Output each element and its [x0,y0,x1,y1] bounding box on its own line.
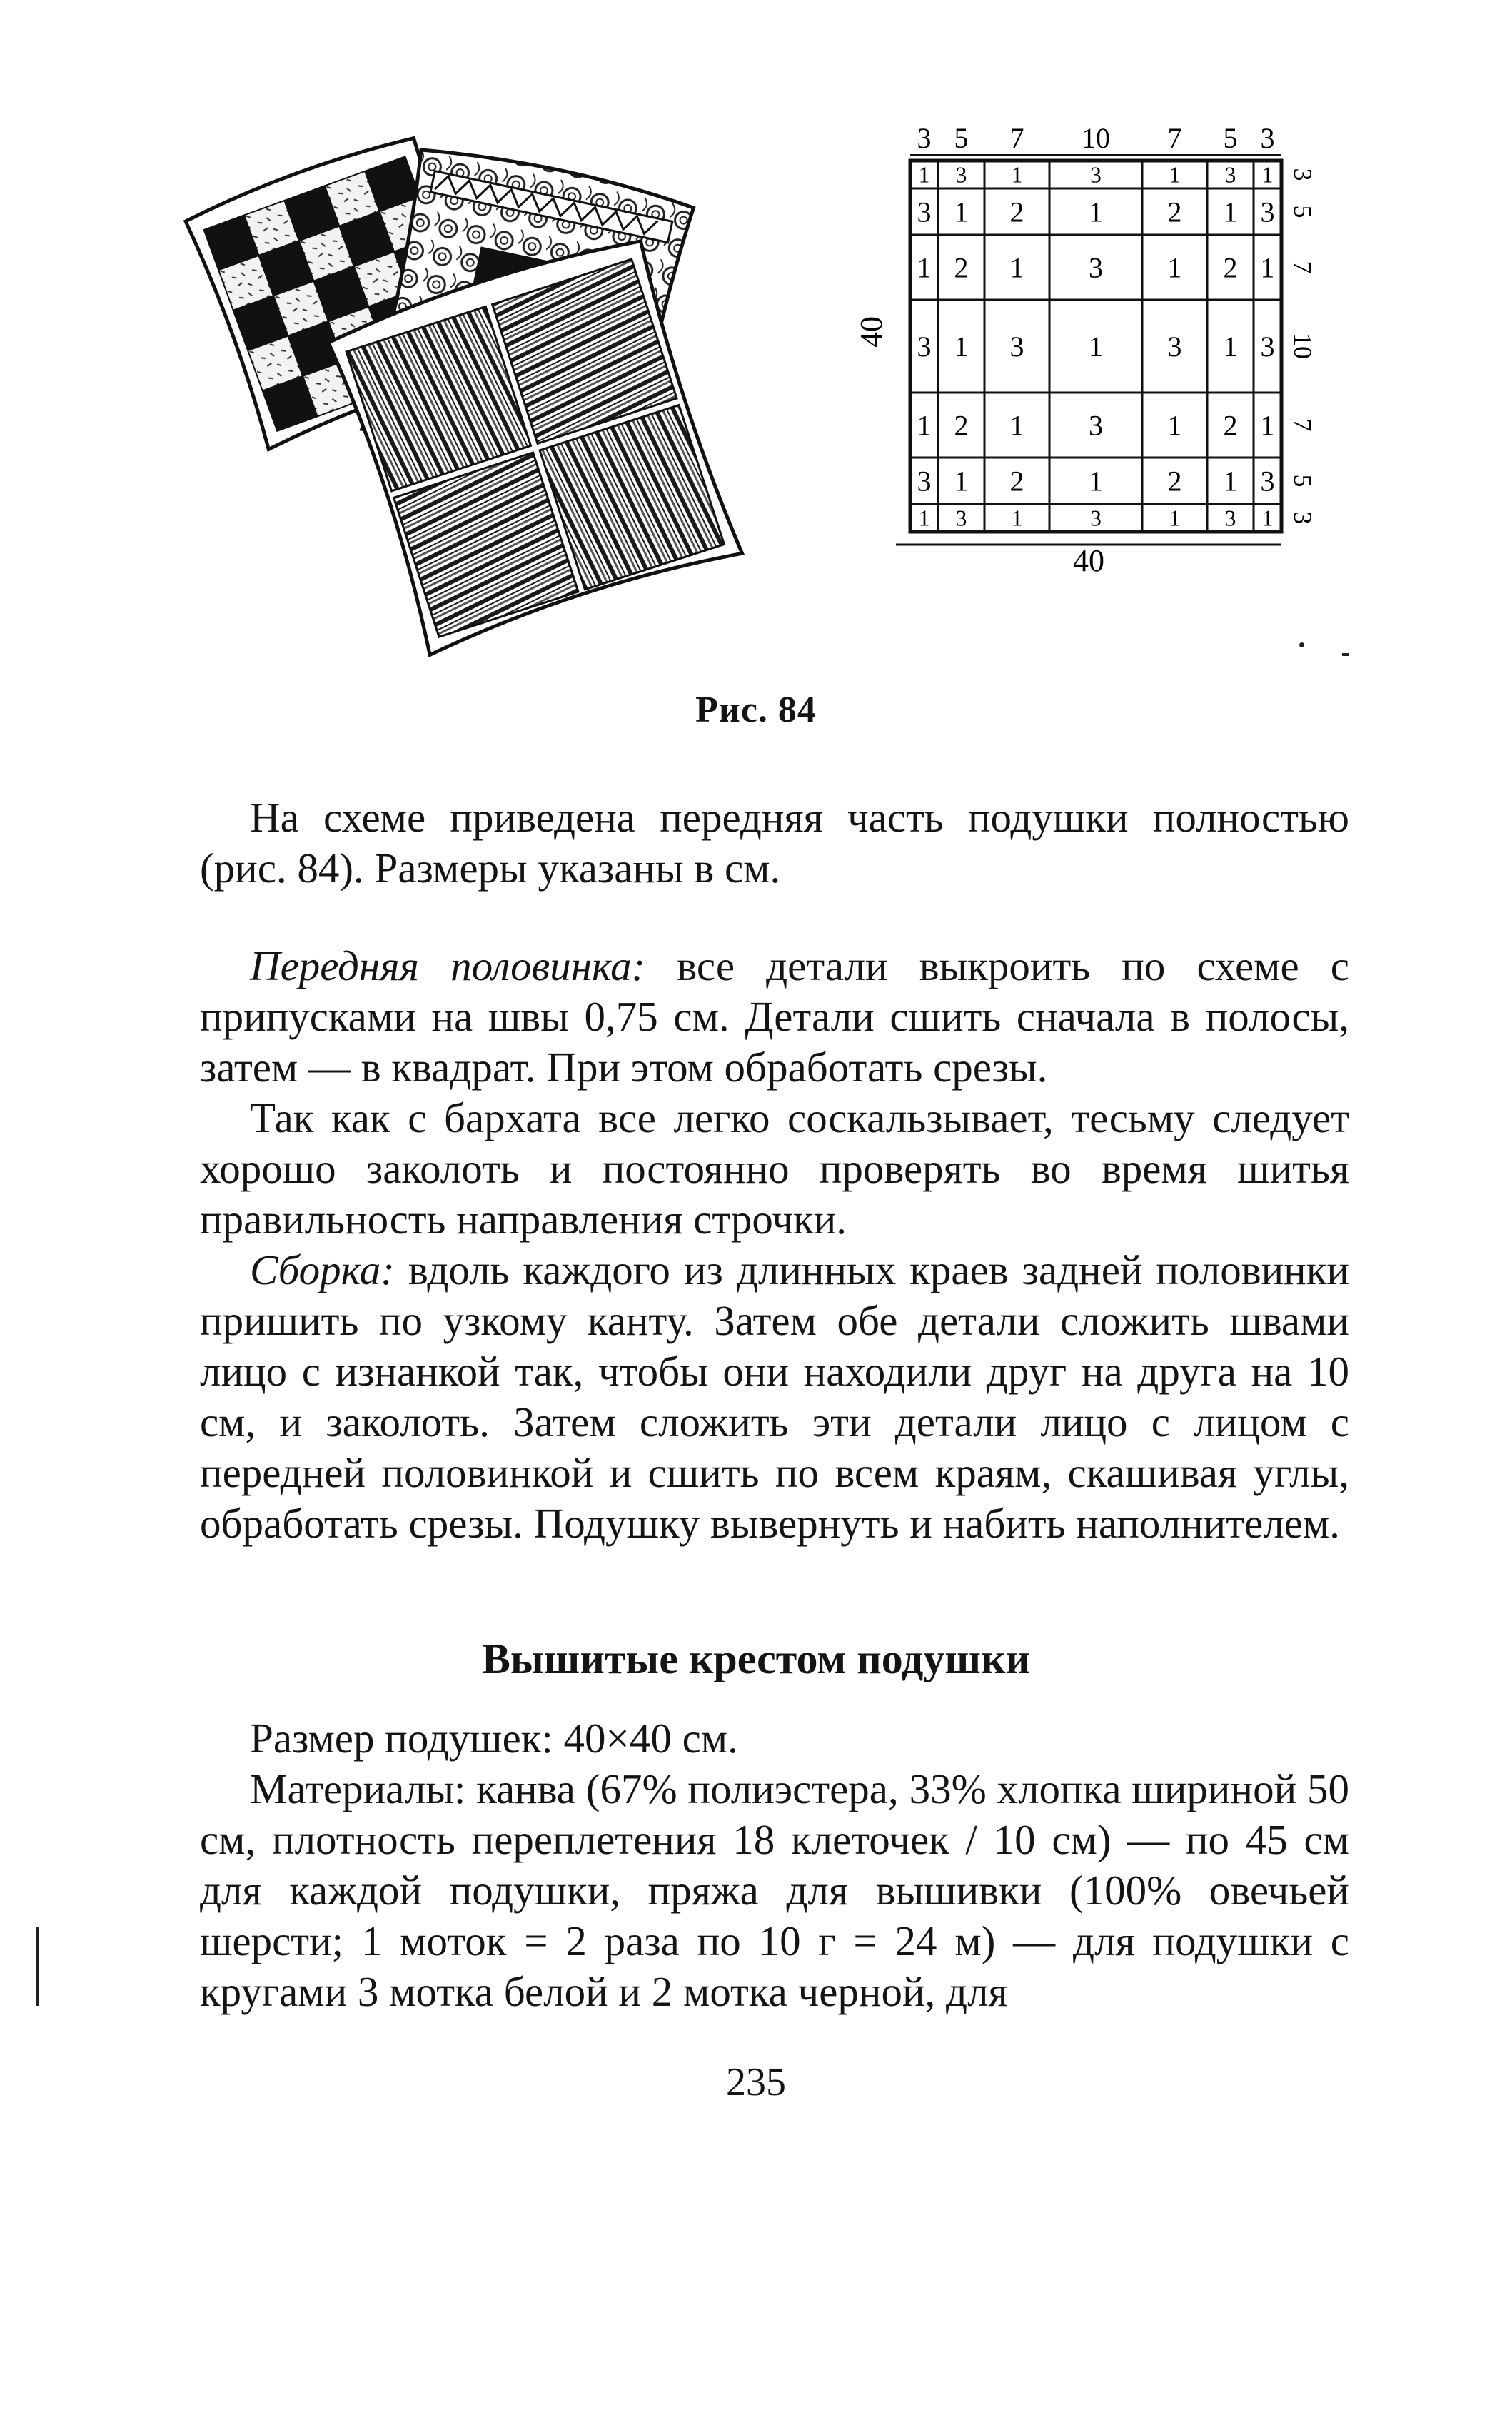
scheme-cell-number: 1 [1011,505,1023,531]
materials-text: Материалы: канва (67% полиэстера, 33% хлопка шириной 50 см, плотность переплетения 18 клеточек / 10 см) — по 45 см для каждой подушки, пряжа для вышивки (100% овечьей шерсти; 1 моток = 2 раза по 10 г = 24 м) — для подушки с кругами 3 мотка белой и 2 мотка черной, для [200,1765,1349,2015]
scheme-right-label: 7 [1289,261,1317,274]
scheme-cell-number: 1 [954,331,969,363]
scheme-cell-number: 3 [1090,162,1102,188]
scheme-cell-number: 3 [1260,465,1275,498]
scheme-cell-number: 3 [1224,162,1236,188]
scheme-cell-number: 1 [918,162,930,188]
scheme-cell-number: 1 [1089,465,1103,498]
scheme-cell-number: 2 [954,251,969,284]
scheme-cell-number: 3 [1090,505,1102,531]
scheme-cell-number: 1 [1089,196,1103,228]
scheme-cell-number: 3 [1260,196,1275,228]
scheme-cell-number: 1 [1261,162,1274,188]
scheme-cell-number: 3 [1260,331,1275,363]
scheme-cell-number: 2 [954,409,969,442]
scheme-top-label: 3 [1260,122,1275,154]
scheme-cell-number: 3 [1009,331,1024,363]
paragraph-front-half [200,941,1349,1549]
scheme-cell-number: 1 [1089,331,1103,363]
scheme-cell-number: 1 [954,196,969,228]
paragraph-section-body [200,1713,1349,2017]
scheme-top-label: 7 [1167,122,1182,154]
scheme-cell-number: 3 [917,465,932,498]
scheme-cell-number: 2 [1223,409,1238,442]
page-number: 235 [726,2060,786,2104]
scheme-cell-number: 2 [1167,196,1182,228]
scheme-cell-number: 3 [955,505,967,531]
scheme-right-label: 7 [1289,418,1317,432]
scheme-cell-number: 1 [1260,409,1275,442]
front-half-text: все детали выкроить по схеме с припусками на швы 0,75 см. Детали сшить сначала в полосы, затем — в квадрат. При этом обработать срезы. [200,942,1349,1091]
paragraph-intro-text: На схеме приведена передняя часть подушки полностью (рис. 84). Размеры указаны в см. [200,794,1349,892]
cutting-scheme [853,96,1353,596]
scan-speck [1299,642,1304,647]
scheme-top-label: 10 [1082,122,1110,154]
scheme-cell-number: 1 [1011,162,1023,188]
scheme-cell-number: 1 [1261,505,1274,531]
scheme-top-label: 5 [954,122,969,154]
scan-speck [1342,653,1349,656]
scheme-cell-number: 3 [917,331,932,363]
scheme-cell-number: 3 [1089,409,1103,442]
scheme-top-label: 5 [1223,122,1238,154]
scheme-cell-number: 1 [1167,251,1182,284]
scheme-right-dimensions [1289,168,1317,525]
velvet-note-text: Так как с бархата все легко соскальзывает, тесьму следует хорошо заколоть и постоянно проверять во время шитья правильность направления строчки. [200,1094,1349,1243]
paragraph-intro [200,792,1349,894]
pillow-size-text: Размер подушек: 40×40 см. [250,1715,738,1762]
scheme-cell-number: 1 [917,409,932,442]
scheme-top-label: 7 [1009,122,1024,154]
scheme-cell-number: 1 [917,251,932,284]
scheme-grid [910,161,1281,532]
scheme-cell-number: 2 [1167,465,1182,498]
figure-caption: Рис. 84 [695,690,817,730]
scheme-cell-number: 1 [954,465,969,498]
margin-mark [36,1927,39,2006]
assembly-label: Сборка: [250,1246,395,1293]
scheme-cell-number: 1 [918,505,930,531]
scheme-cell-number: 1 [1167,409,1182,442]
scheme-top-dimensions [910,122,1281,155]
scheme-right-label: 5 [1289,205,1317,218]
scheme-right-label: 3 [1289,511,1317,525]
scheme-cell-number: 1 [1223,331,1238,363]
scheme-cell-number: 3 [1224,505,1236,531]
scheme-cell-number: 3 [1089,251,1103,284]
scheme-cell-number: 3 [955,162,967,188]
scheme-cell-number: 2 [1009,196,1024,228]
scheme-left-dimension: 40 [854,316,889,348]
scheme-cell-number: 1 [1223,465,1238,498]
scheme-top-label: 3 [917,122,932,154]
scheme-cell-number: 1 [1169,505,1181,531]
scheme-cell-number: 2 [1223,251,1238,284]
scheme-cell-number: 1 [1009,409,1024,442]
front-half-label: Передняя половинка: [250,942,646,989]
scheme-right-label: 5 [1289,474,1317,488]
scheme-cell-number: 3 [917,196,932,228]
section-title: Вышитые крестом подушки [481,1635,1031,1682]
scheme-cell-number: 1 [1169,162,1181,188]
scheme-right-label: 10 [1289,333,1317,359]
scheme-cell-number: 1 [1223,196,1238,228]
scheme-cell-number: 1 [1009,251,1024,284]
scheme-cell-number: 1 [1260,251,1275,284]
scheme-cell-number: 2 [1009,465,1024,498]
scheme-right-label: 3 [1289,168,1317,181]
pillows-illustration [164,107,864,700]
assembly-text: вдоль каждого из длинных краев задней половинки пришить по узкому канту. Затем обе детали сложить швами лицо с изнанкой так, чтобы они находили друг на друга на 10 см, и заколоть. Затем сложить эти детали лицо с лицом с передней половинкой и сшить по всем краям, скашивая углы, обработать срезы. Подушку вывернуть и набить наполнителем. [200,1246,1349,1547]
scheme-bottom-dimension: 40 [1073,543,1104,578]
scheme-cell-number: 3 [1167,331,1182,363]
